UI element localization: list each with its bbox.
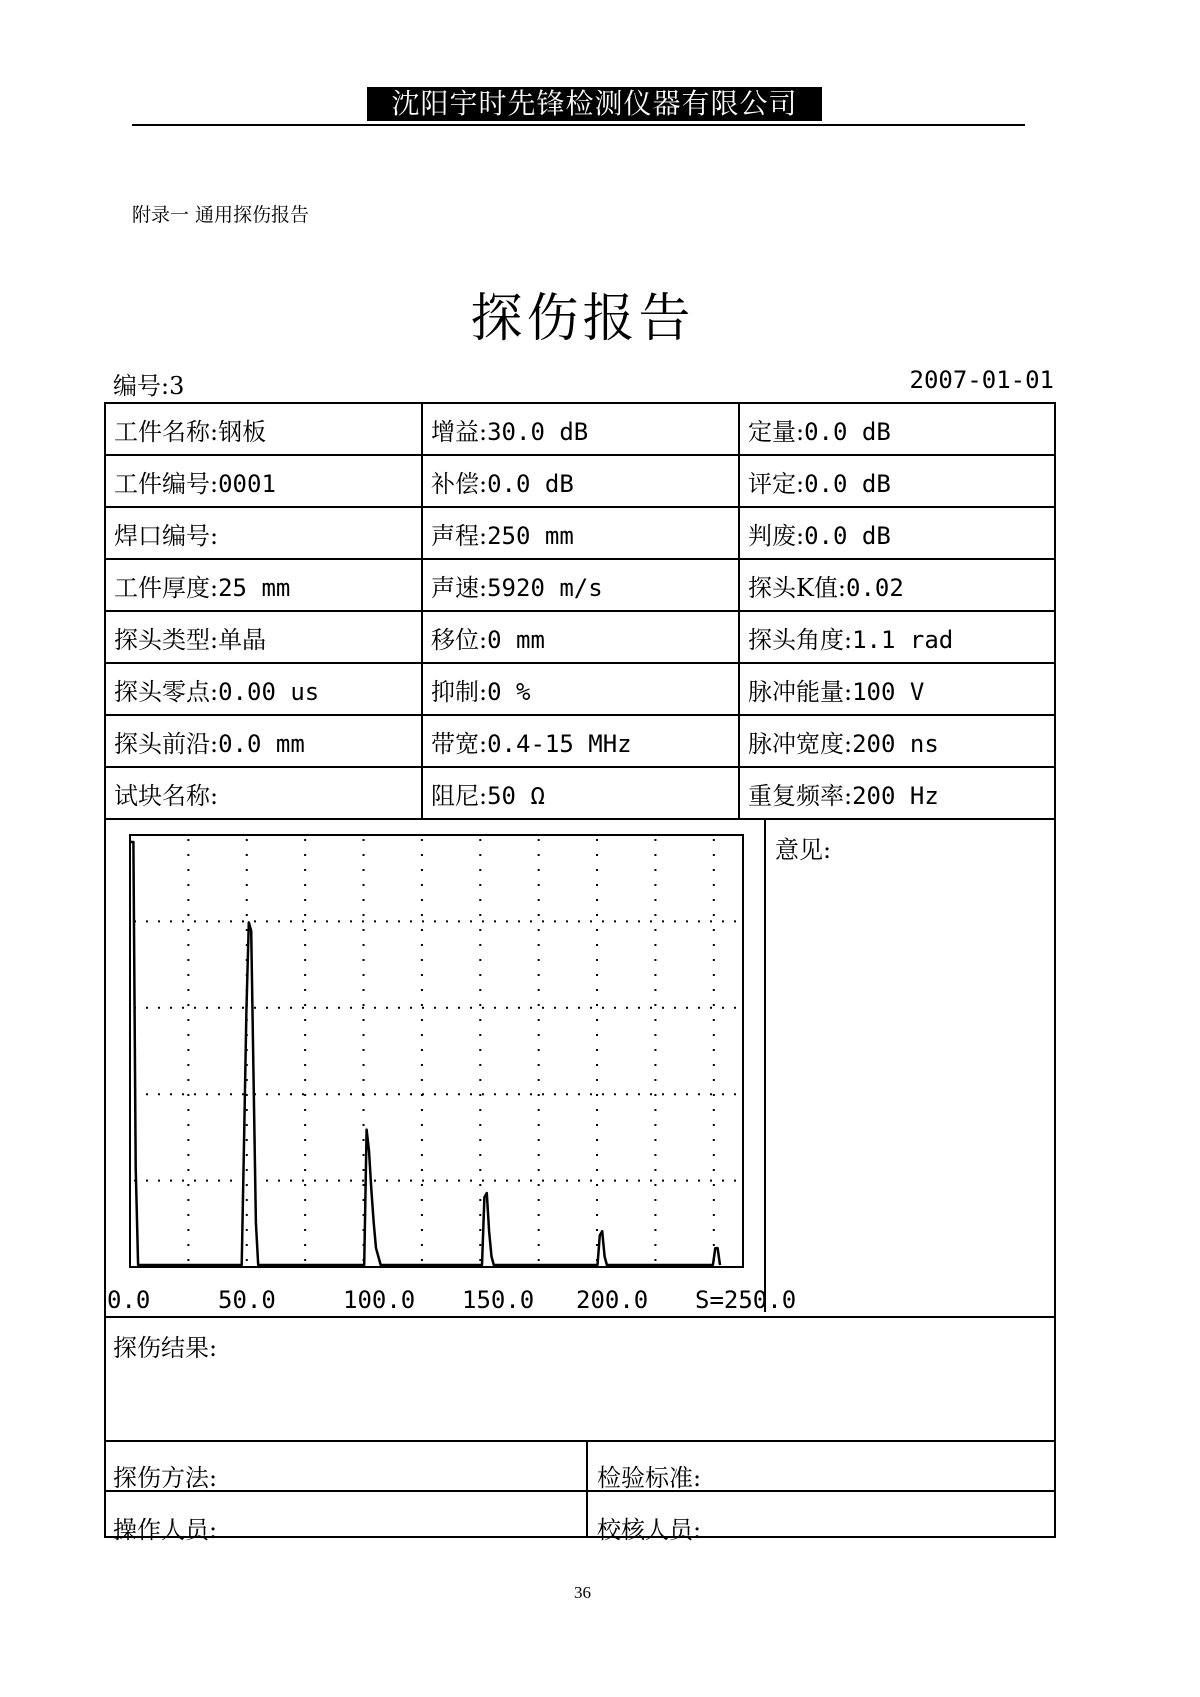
param-value: 5920 m/s <box>487 574 603 602</box>
param-value: 1.1 rad <box>852 626 954 654</box>
param-value: 0.0 dB <box>487 470 574 498</box>
chart-frame <box>130 835 743 1267</box>
opinion-label: 意见: <box>775 836 832 864</box>
x-tick-label: 0.0 <box>107 1286 151 1314</box>
report-date: 2007-01-01 <box>909 366 1054 394</box>
param-label: 判废: <box>748 522 805 550</box>
param-label: 补偿: <box>431 470 488 498</box>
param-value: 0.02 <box>846 574 904 602</box>
param-value: 50 Ω <box>487 782 545 810</box>
param-label: 移位: <box>431 626 488 654</box>
param-label: 工件编号: <box>114 470 219 498</box>
param-value: 钢板 <box>218 418 267 446</box>
company-banner: 沈阳宇时先锋检测仪器有限公司 <box>367 87 822 121</box>
param-label: 重复频率: <box>748 782 853 810</box>
param-label: 脉冲宽度: <box>748 730 853 758</box>
method-field: 探伤方法: <box>113 1464 218 1492</box>
param-value: 25 mm <box>218 574 291 602</box>
param-value: 200 Hz <box>852 782 939 810</box>
param-label: 声速: <box>431 574 488 602</box>
param-label: 带宽: <box>431 730 488 758</box>
param-label: 探头前沿: <box>114 730 219 758</box>
param-label: 增益: <box>431 418 488 446</box>
param-value: 250 mm <box>487 522 574 550</box>
x-tick-label: 150.0 <box>462 1286 535 1314</box>
report-title: 探伤报告 <box>470 289 695 349</box>
param-label: 工件名称: <box>114 418 219 446</box>
param-label: 阻尼: <box>431 782 488 810</box>
param-value: 0 % <box>487 678 531 706</box>
param-value: 0.0 dB <box>804 418 891 446</box>
appendix-title: 附录一 通用探伤报告 <box>132 204 310 226</box>
param-label: 声程: <box>431 522 488 550</box>
param-value: 30.0 dB <box>487 418 589 446</box>
param-label: 脉冲能量: <box>748 678 853 706</box>
param-value: 0.0 dB <box>804 522 891 550</box>
param-label: 工件厚度: <box>114 574 219 602</box>
param-value: 0.0 dB <box>804 470 891 498</box>
param-label: 探头类型: <box>114 626 219 654</box>
param-label: 抑制: <box>431 678 488 706</box>
x-tick-label: S=250.0 <box>695 1286 797 1314</box>
param-value: 0001 <box>218 470 276 498</box>
x-tick-label: 50.0 <box>218 1286 276 1314</box>
param-value: 200 ns <box>852 730 939 758</box>
param-value: 100 V <box>852 678 925 706</box>
param-value: 单晶 <box>218 626 267 654</box>
operator-field: 操作人员: <box>113 1516 218 1544</box>
param-label: 焊口编号: <box>114 522 219 550</box>
report-number: 编号:3 <box>113 372 185 400</box>
page-number: 36 <box>574 1583 591 1602</box>
param-label: 试块名称: <box>114 782 219 810</box>
waveform-line <box>131 842 720 1265</box>
param-value: 0 mm <box>487 626 545 654</box>
result-label: 探伤结果: <box>113 1334 218 1362</box>
param-label: 探头零点: <box>114 678 219 706</box>
x-tick-label: 200.0 <box>576 1286 649 1314</box>
param-label: 探头角度: <box>748 626 853 654</box>
param-value: 0.0 mm <box>218 730 305 758</box>
param-value: 0.00 us <box>218 678 320 706</box>
param-value: 0.4-15 MHz <box>487 730 632 758</box>
reviewer-field: 校核人员: <box>597 1516 702 1544</box>
param-label: 评定: <box>748 470 805 498</box>
x-tick-label: 100.0 <box>343 1286 416 1314</box>
param-label: 探头K值: <box>748 574 847 602</box>
param-label: 定量: <box>748 418 805 446</box>
standard-field: 检验标准: <box>597 1464 702 1492</box>
